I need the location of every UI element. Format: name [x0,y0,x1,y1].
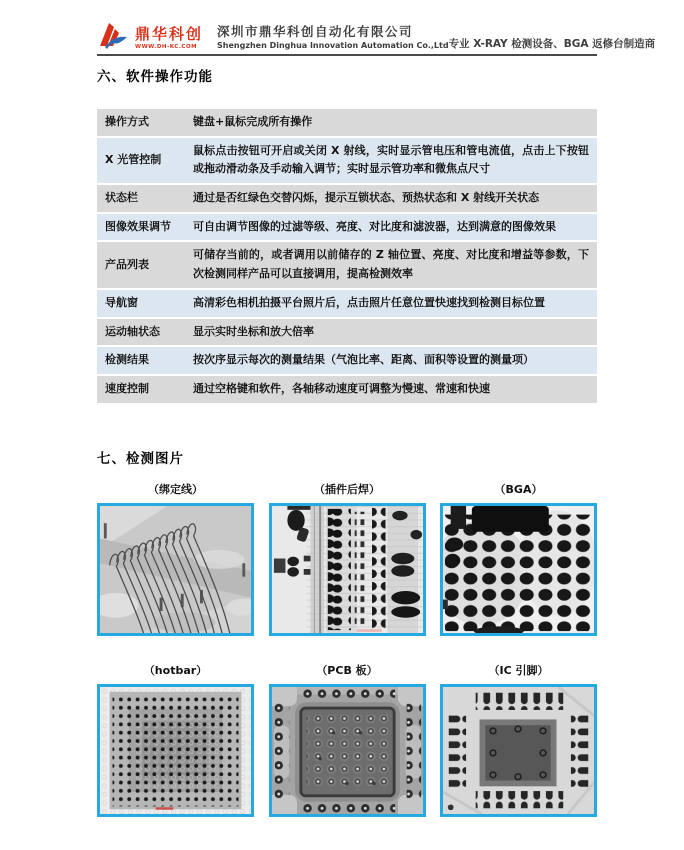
feature-desc: 鼠标点击按钮可开启或关闭 X 射线，实时显示管电压和管电流值，点击上下按钮或拖动滑动条及手动输入调节；实时显示管功率和微焦点尺寸 [193,143,589,176]
figure-through-hole-solder [269,481,426,636]
feature-desc: 显示实时坐标和放大倍率 [193,324,314,338]
feature-desc: 通过是否红绿色交替闪烁，提示互锁状态、预热状态和 X 射线开关状态 [193,191,540,205]
table-row [97,214,597,241]
feature-desc: 按次序显示每次的测量结果（气泡比率、距离、面积等设置的测量项） [193,353,534,367]
company-logo-block [97,20,449,52]
feature-label: 速度控制 [105,381,149,395]
feature-desc: 键盘+鼠标完成所有操作 [193,115,313,128]
brand-website: WWW.DH-KC.COM [135,43,198,50]
figure-bga [440,481,597,636]
feature-label: X 光管控制 [105,153,162,167]
table-row [97,242,597,287]
table-row [97,290,597,317]
xray-image-ic-pins [440,684,597,817]
page-header [97,0,656,56]
feature-label: 导航窗 [105,295,138,309]
figure-label: （IC 引脚） [488,663,549,677]
feature-label: 图像效果调节 [105,219,171,233]
figure-label: （插件后焊） [314,482,380,496]
figure-label: （BGA） [494,482,543,496]
inspection-image-grid [97,481,597,817]
feature-desc: 高清彩色相机拍摄平台照片后，点击照片任意位置快速找到检测目标位置 [193,295,545,309]
table-row [97,376,597,403]
company-tagline: 专业 X-RAY 检测设备、BGA 返修台制造商 [448,38,656,50]
table-row [97,185,597,212]
brand-text [135,23,203,50]
table-row [97,109,597,136]
feature-label: 产品列表 [105,257,149,271]
figure-hotbar [97,662,254,817]
section-title-images: 七、检测图片 [97,450,184,467]
figure-label: （PCB 板） [316,663,378,677]
xray-image-pcb [269,684,426,817]
dinghua-logo-icon [97,20,129,52]
table-row [97,347,597,374]
xray-image-hotbar [97,684,254,817]
figure-label: （hotbar） [143,663,208,677]
xray-image-bga [440,503,597,636]
figure-label: （绑定线） [148,482,203,496]
feature-label: 检测结果 [105,353,149,367]
xray-image-through-hole [269,503,426,636]
table-row [97,319,597,346]
feature-label: 状态栏 [105,191,138,205]
figure-bonding-wire [97,481,254,636]
feature-desc: 通过空格键和软件，各轴移动速度可调整为慢速、常速和快速 [193,381,490,395]
feature-desc: 可自由调节图像的过滤等级、亮度、对比度和滤波器，达到满意的图像效果 [193,219,556,233]
figure-pcb-board [269,662,426,817]
software-feature-table [97,109,597,403]
figure-ic-pins [440,662,597,817]
company-name-block [217,22,449,50]
company-name-en: Shengzhen Dinghua Innovation Automation Co.,Ltd [217,41,449,50]
section-title-software: 六、软件操作功能 [97,69,213,85]
feature-label: 操作方式 [105,115,149,128]
table-row [97,138,597,183]
feature-label: 运动轴状态 [105,324,160,338]
feature-desc: 可储存当前的，或者调用以前储存的 Z 轴位置、亮度、对比度和增益等参数，下次检测同样产品可以直接调用，提高检测效率 [193,248,589,281]
company-name-cn: 深圳市鼎华科创自动化有限公司 [217,24,414,39]
brand-name: 鼎华科创 [135,24,204,43]
xray-image-bonding-wire [97,503,254,636]
